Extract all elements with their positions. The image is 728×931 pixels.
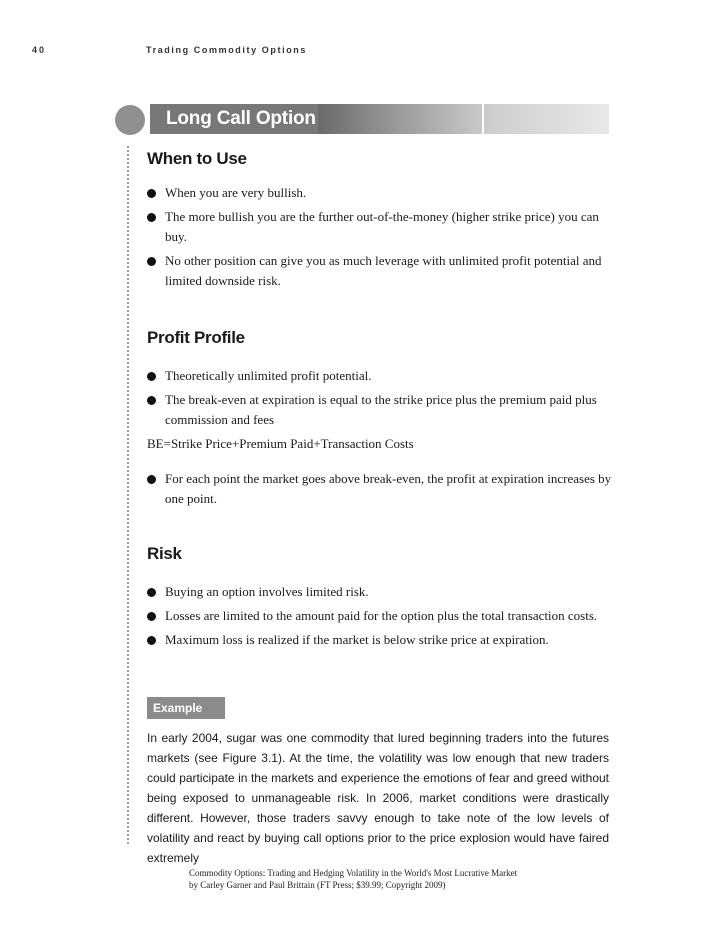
list-item-text: Maximum loss is realized if the market is below strike price at expiration. [165, 632, 549, 647]
list-item-text: No other position can give you as much leverage with unlimited profit potential and limited downside risk. [165, 253, 602, 288]
example-label: Example [147, 697, 225, 719]
list-item [147, 606, 617, 626]
footer-line-2: by Carley Garner and Paul Brittain (FT Press; $39.99; Copyright 2009) [189, 880, 446, 890]
list-item-text: The break-even at expiration is equal to the strike price plus the premium paid plus commission and fees [165, 392, 597, 427]
list-item [147, 183, 617, 203]
bullet-icon [147, 372, 156, 381]
risk-list [147, 582, 617, 654]
section-heading-risk: Risk [147, 544, 182, 563]
bullet-icon [147, 588, 156, 597]
bullet-icon [147, 189, 156, 198]
example-body-text: In early 2004, sugar was one commodity that lured beginning traders into the futures markets (see Figure 3.1). At the time, the volatility was low enough that new traders could participate in the markets and experience the emotions of fear and greed without being exposed to unmanageable risk. In 2006, market conditions were drastically different. However, those traders savvy enough to take note of the low levels of volatility and react by buying call options prior to the price explosion would have faired extremely [147, 731, 609, 865]
list-item-text: For each point the market goes above break-even, the profit at expiration increases by one point. [165, 471, 612, 506]
bullet-icon [147, 475, 156, 484]
list-item [147, 207, 617, 247]
footer-line-1: Commodity Options: Trading and Hedging Volatility in the World's Most Lucrative Market [189, 868, 518, 878]
list-item [147, 630, 617, 650]
list-item [147, 366, 617, 386]
list-item [147, 582, 617, 602]
bullet-icon [147, 396, 156, 405]
bullet-icon [147, 612, 156, 621]
list-item [147, 390, 617, 430]
list-item-text: When you are very bullish. [165, 185, 307, 200]
section-heading-when-to-use: When to Use [147, 149, 247, 168]
list-item-text: Theoretically unlimited profit potential. [165, 368, 372, 383]
footer-citation [189, 867, 609, 891]
list-item [147, 469, 617, 509]
banner-title: Long Call Option [150, 104, 318, 134]
list-item [147, 251, 617, 291]
list-item-text: Losses are limited to the amount paid for the option plus the total transaction costs. [165, 608, 598, 623]
banner-divider [482, 104, 484, 134]
running-head: Trading Commodity Options [146, 45, 307, 55]
bullet-icon [147, 257, 156, 266]
banner-circle-decoration [115, 105, 145, 135]
profit-profile-list [147, 366, 617, 434]
break-even-formula: BE=Strike Price+Premium Paid+Transaction Costs [147, 436, 414, 451]
when-to-use-list [147, 183, 617, 295]
list-item-text: The more bullish you are the further out-of-the-money (higher strike price) you can buy. [165, 209, 599, 244]
bullet-icon [147, 636, 156, 645]
profit-profile-list-continued [147, 469, 617, 513]
bullet-icon [147, 213, 156, 222]
list-item-text: Buying an option involves limited risk. [165, 584, 369, 599]
margin-dotted-rule [127, 146, 129, 844]
page-number: 40 [32, 45, 47, 55]
section-heading-profit-profile: Profit Profile [147, 328, 245, 347]
